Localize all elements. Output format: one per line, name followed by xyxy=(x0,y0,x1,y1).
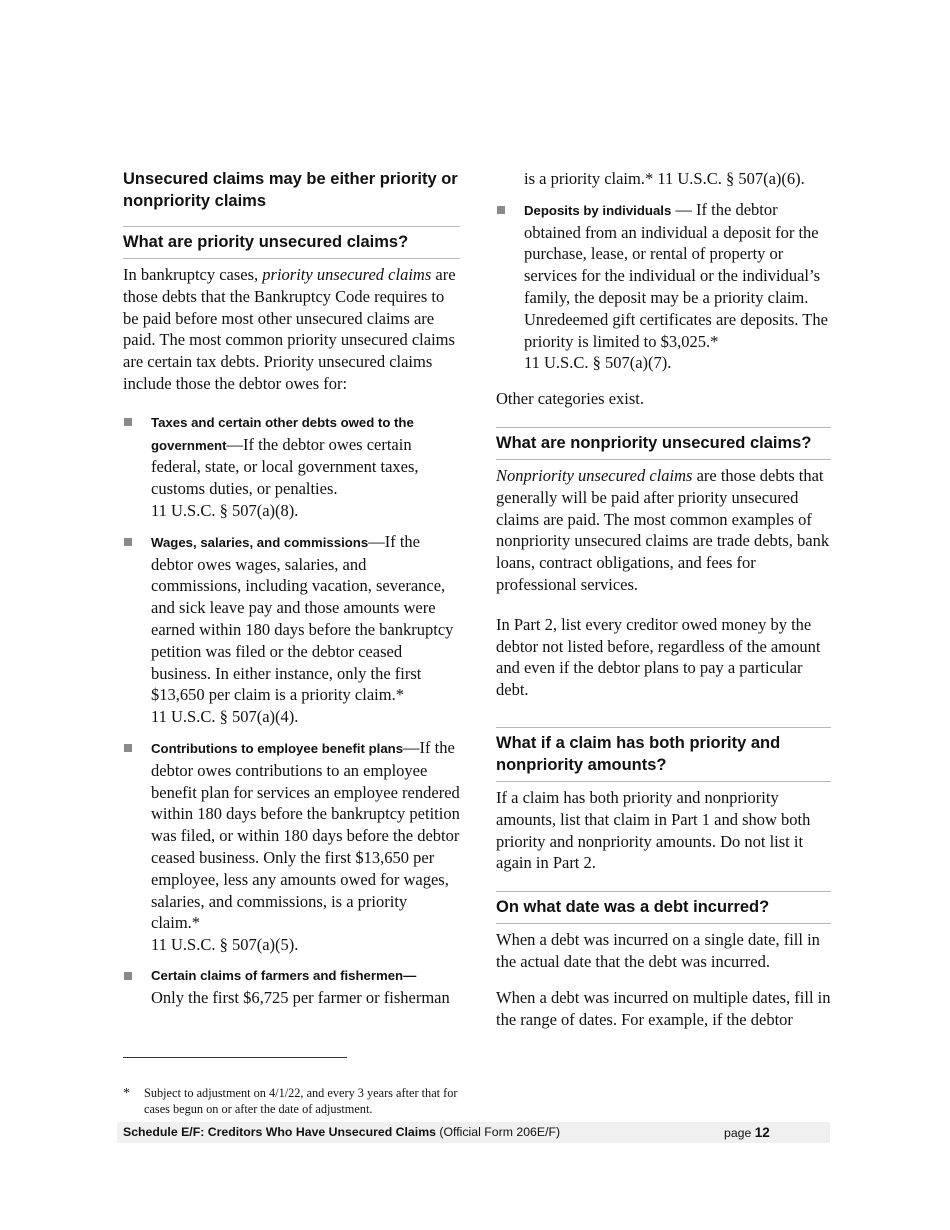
square-bullet-icon xyxy=(124,744,132,752)
bullet-item-contributions xyxy=(123,737,460,956)
main-heading: Unsecured claims may be either priority or nonpriority claims xyxy=(123,170,458,210)
divider xyxy=(496,459,831,460)
bullet-citation: 11 U.S.C. § 507(a)(5). xyxy=(151,935,299,955)
footnote-mark: * xyxy=(123,1086,130,1101)
bullet-term: Wages, salaries, and commissions xyxy=(151,534,369,550)
footer-form-title xyxy=(123,1125,560,1139)
nonpriority-text xyxy=(496,465,831,596)
square-bullet-icon xyxy=(124,418,132,426)
bullet-term: Contributions to employee benefit plans xyxy=(151,740,404,756)
date-text-single: When a debt was incurred on a single date, fill in the actual date that the debt was incurred. xyxy=(496,930,820,971)
intro-text-rest: are those debts that the Bankruptcy Code requires to be paid before most other unsecured claims are paid. The most common priority unsecured claims are certain tax debts. Priority unsecured claims include those the debtor owes for: xyxy=(123,265,456,393)
bullet-text: —If the debtor owes wages, salaries, and commissions, including vacation, severance, and sick leave pay and those amounts were earned within 180 days before the bankruptcy petition was filed or the debtor ceased business. In either instance, only the first $13,650 per claim is a priority claim.* xyxy=(151,531,454,705)
section-title-priority: What are priority unsecured claims? xyxy=(123,233,409,251)
intro-text: In bankruptcy cases, xyxy=(123,265,263,284)
right-column xyxy=(496,168,831,1030)
nonpriority-emphasis: Nonpriority unsecured claims xyxy=(496,465,693,485)
other-categories: Other categories exist. xyxy=(496,389,644,409)
divider xyxy=(496,781,831,782)
bullet-term: Taxes and certain other debts owed to the government xyxy=(151,414,414,453)
section-title-date: On what date was a debt incurred? xyxy=(496,898,770,917)
footer-form-name: (Official Form 206E/F) xyxy=(435,1125,561,1139)
bullet-text: Only the first $6,725 per farmer or fisherman xyxy=(151,987,450,1007)
square-bullet-icon xyxy=(497,206,505,214)
footnote-divider xyxy=(123,1057,347,1058)
divider xyxy=(123,258,460,259)
continued-text: is a priority claim.* 11 U.S.C. § 507(a)(6). xyxy=(524,169,805,188)
page-label: page xyxy=(724,1126,755,1140)
square-bullet-icon xyxy=(124,972,132,980)
intro-emphasis: priority unsecured claims xyxy=(262,265,432,284)
bullet-item-farmers xyxy=(123,965,460,1009)
divider xyxy=(496,923,831,924)
part2-text: In Part 2, list every creditor owed money by the debtor not listed before, regardless of the amount and even if the debtor plans to pay a particular debt. xyxy=(496,614,821,700)
bullet-citation: 11 U.S.C. § 507(a)(7). xyxy=(524,353,672,373)
section-title-both: What if a claim has both priority and nonpriority amounts? xyxy=(496,733,781,774)
left-column xyxy=(123,168,460,1009)
bullet-text: — If the debtor obtained from an individual a deposit for the purchase, lease, or rental of property or services for the individual or the individual’s family, the deposit may be a priority claim. Unredeemed gift certificates are deposits. The priority is limited to $3,025.* xyxy=(524,199,828,351)
bullet-citation: 11 U.S.C. § 507(a)(8). xyxy=(151,500,299,520)
bullet-citation: 11 U.S.C. § 507(a)(4). xyxy=(151,707,299,727)
footer-title: Schedule E/F: Creditors Who Have Unsecured Claims xyxy=(123,1125,436,1139)
bullet-item-taxes xyxy=(123,411,460,522)
bullet-text: —If the debtor owes certain federal, state, or local government taxes, customs duties, or penalties. xyxy=(151,434,419,499)
page-number: 12 xyxy=(754,1125,770,1140)
square-bullet-icon xyxy=(124,538,132,546)
section-title-nonpriority: What are nonpriority unsecured claims? xyxy=(496,433,812,452)
bullet-term: Deposits by individuals xyxy=(524,202,672,218)
both-text: If a claim has both priority and nonpriority amounts, list that claim in Part 1 and show both priority and nonpriority amounts. Do not list it again in Part 2. xyxy=(496,787,811,873)
bullet-item-wages xyxy=(123,531,460,728)
priority-intro xyxy=(123,264,460,395)
page-footer xyxy=(117,1122,830,1143)
footnote xyxy=(123,1086,463,1117)
date-text-multiple: When a debt was incurred on multiple dates, fill in the range of dates. For example, if the debtor xyxy=(496,987,831,1029)
footnote-text: Subject to adjustment on 4/1/22, and every 3 years after that for cases begun on or after the date of adjustment. xyxy=(144,1086,458,1116)
bullet-term: Certain claims of farmers and fishermen— xyxy=(151,967,417,983)
bullet-text: —If the debtor owes contributions to an employee benefit plan for services an employee rendered within 180 days before the bankruptcy petition was filed, or within 180 days before the debtor ceased business. Only the first $13,650 per employee, less any amounts owed for wages, salaries, and commissions, is a priority claim.* xyxy=(151,737,460,933)
footer-page xyxy=(724,1125,770,1140)
bullet-item-deposits xyxy=(496,199,831,374)
nonpriority-body: are those debts that generally will be paid after priority unsecured claims are paid. The most common examples of nonpriority unsecured claims are trade debts, bank loans, contract obligations, and fees for professional services. xyxy=(496,465,830,594)
